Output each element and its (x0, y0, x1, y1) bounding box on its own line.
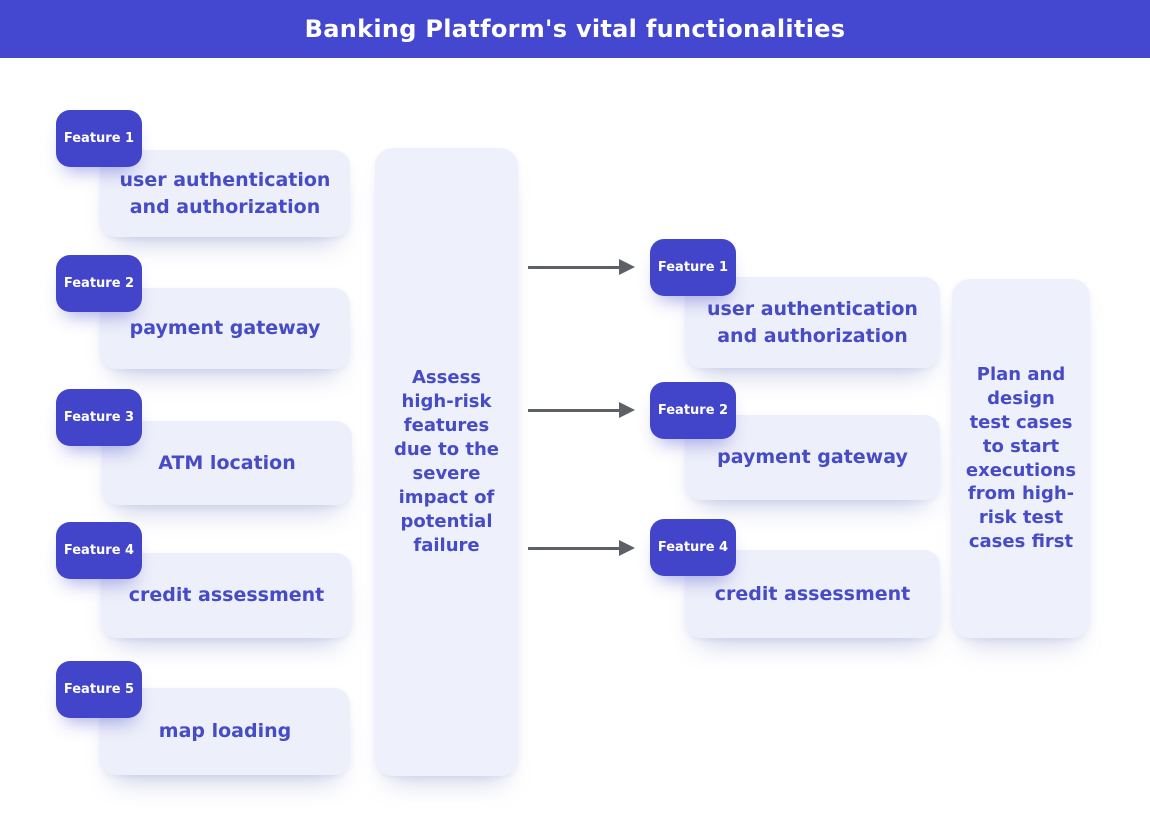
plan-note-text: Plan and design test cases to start executions from high-risk test cases first (965, 363, 1077, 553)
left-feature-1-badge: Feature 1 (56, 110, 142, 167)
right-feature-2-card: payment gateway (685, 415, 940, 500)
arrow-head-icon (619, 540, 635, 556)
left-feature-5-card: map loading (100, 688, 350, 775)
left-feature-2-badge: Feature 2 (56, 255, 142, 312)
arrow-shaft (528, 266, 621, 269)
diagram-canvas (0, 58, 1150, 834)
arrow-shaft (528, 547, 621, 550)
arrow-head-icon (619, 402, 635, 418)
left-feature-4-badge: Feature 4 (56, 522, 142, 579)
right-feature-1-badge: Feature 1 (650, 239, 736, 296)
left-feature-4-card: credit assessment (101, 553, 352, 638)
title-bar (0, 0, 1150, 58)
left-feature-3-card: ATM location (102, 421, 352, 505)
left-feature-5-badge: Feature 5 (56, 661, 142, 718)
arrow-head-icon (619, 259, 635, 275)
plan-note-card (952, 279, 1090, 638)
right-feature-4-badge: Feature 4 (650, 519, 736, 576)
left-feature-1-card: user authentication and authorization (100, 150, 350, 237)
flow-arrow-1 (528, 259, 635, 275)
right-feature-2-badge: Feature 2 (650, 382, 736, 439)
right-feature-4-card: credit assessment (685, 550, 940, 638)
flow-arrow-3 (528, 540, 635, 556)
page-title: Banking Platform's vital functionalities (304, 15, 846, 43)
arrow-shaft (528, 409, 621, 412)
right-feature-1-card: user authentication and authorization (685, 277, 940, 368)
assess-note-card (375, 148, 518, 776)
flow-arrow-2 (528, 402, 635, 418)
left-feature-3-badge: Feature 3 (56, 389, 142, 446)
left-feature-2-card: payment gateway (100, 288, 350, 369)
assess-note-text: Assess high-risk features due to the severe impact of potential failure (393, 367, 500, 556)
